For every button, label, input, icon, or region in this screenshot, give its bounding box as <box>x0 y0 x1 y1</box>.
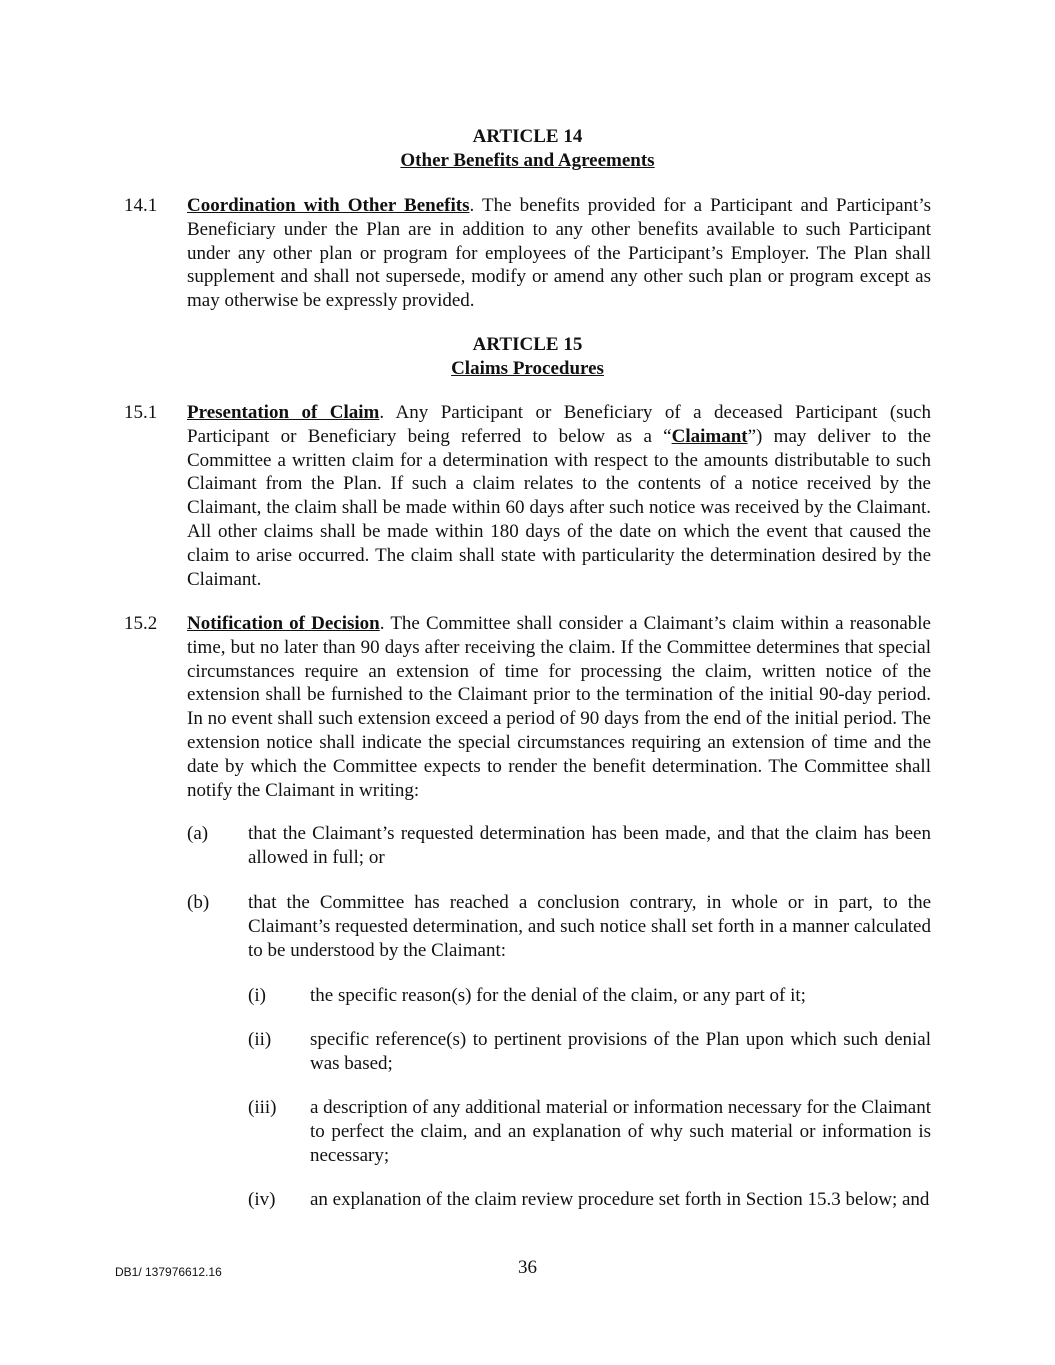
subitem-ii-text: specific reference(s) to pertinent provisions of the Plan upon which such denial was based; <box>310 1029 931 1074</box>
section-14-1-text: . The benefits provided for a Participant and Participant’s Beneficiary under the Plan are in addition to any other benefits available to such Participant under any other plan or program for employees of the Participant’s Employer. The Plan shall supplement and shall not supersede, modify or amend any other such plan or program except as may otherwise be expressly provided. <box>187 195 931 312</box>
section-15-1-text-a: . Any Participant or Beneficiary of a deceased Participant (such Participant or Beneficiary being referred to below as a “ <box>187 402 931 447</box>
subitem-i-text: the specific reason(s) for the denial of the claim, or any part of it; <box>310 985 806 1006</box>
subitem-iv-text: an explanation of the claim review procedure set forth in Section 15.3 below; and <box>310 1189 930 1210</box>
page-number: 36 <box>518 1257 537 1278</box>
subitem-i-label: (i) <box>248 985 266 1006</box>
section-15-2-number: 15.2 <box>124 613 158 634</box>
item-b-text: that the Committee has reached a conclusion contrary, in whole or in part, to the Claimant’s requested determination, and such notice shall set forth in a manner calculated to be understood by the Claimant: <box>248 892 931 961</box>
section-15-1-text-b: ”) may deliver to the Committee a written claim for a determination with respect to the amounts distributable to such Claimant from the Plan. If such a claim relates to the contents of a notice received by the Claimant, the claim shall be made within 60 days after such notice was received by the Claimant. All other claims shall be made within 180 days of the date on which the event that caused the claim to arise occurred. The claim shall state with particularity the determination desired by the Claimant. <box>187 425 931 590</box>
item-a-text: that the Claimant’s requested determination has been made, and that the claim has been allowed in full; or <box>248 823 931 868</box>
subitem-iv-label: (iv) <box>248 1189 276 1210</box>
subitem-iii-text: a description of any additional material or information necessary for the Claimant to perfect the claim, and an explanation of why such material or information is necessary; <box>310 1097 931 1166</box>
item-b-label: (b) <box>187 892 210 913</box>
section-14-1-heading: Coordination with Other Benefits <box>187 195 470 216</box>
article-14-title: ARTICLE 14 <box>472 126 583 147</box>
section-15-2-paragraph <box>187 612 931 802</box>
article-15-title: ARTICLE 15 <box>472 334 583 355</box>
section-15-1-heading: Presentation of Claim <box>187 402 380 423</box>
section-14-1-paragraph <box>187 194 931 313</box>
section-14-1-number: 14.1 <box>124 195 158 216</box>
subitem-iii-label: (iii) <box>248 1097 277 1118</box>
defined-term-claimant: Claimant <box>671 425 748 447</box>
section-15-1-number: 15.1 <box>124 402 158 423</box>
article-15-subtitle: Claims Procedures <box>451 358 604 379</box>
subitem-ii-label: (ii) <box>248 1029 272 1050</box>
section-15-2-heading: Notification of Decision <box>187 613 380 634</box>
item-a-label: (a) <box>187 823 209 844</box>
document-id: DB1/ 137976612.16 <box>115 1265 222 1279</box>
article-14-subtitle: Other Benefits and Agreements <box>400 150 655 171</box>
section-15-1-paragraph <box>187 401 931 591</box>
article-15-heading <box>0 333 1055 381</box>
article-14-heading <box>0 125 1055 173</box>
section-15-2-text: . The Committee shall consider a Claimant’s claim within a reasonable time, but no later than 90 days after receiving the claim. If the Committee determines that special circumstances require an extension of time for processing the claim, written notice of the extension shall be furnished to the Claimant prior to the termination of the initial 90-day period. In no event shall such extension exceed a period of 90 days from the end of the initial period. The extension notice shall indicate the special circumstances requiring an extension of time and the date by which the Committee expects to render the benefit determination. The Committee shall notify the Claimant in writing: <box>187 613 931 801</box>
